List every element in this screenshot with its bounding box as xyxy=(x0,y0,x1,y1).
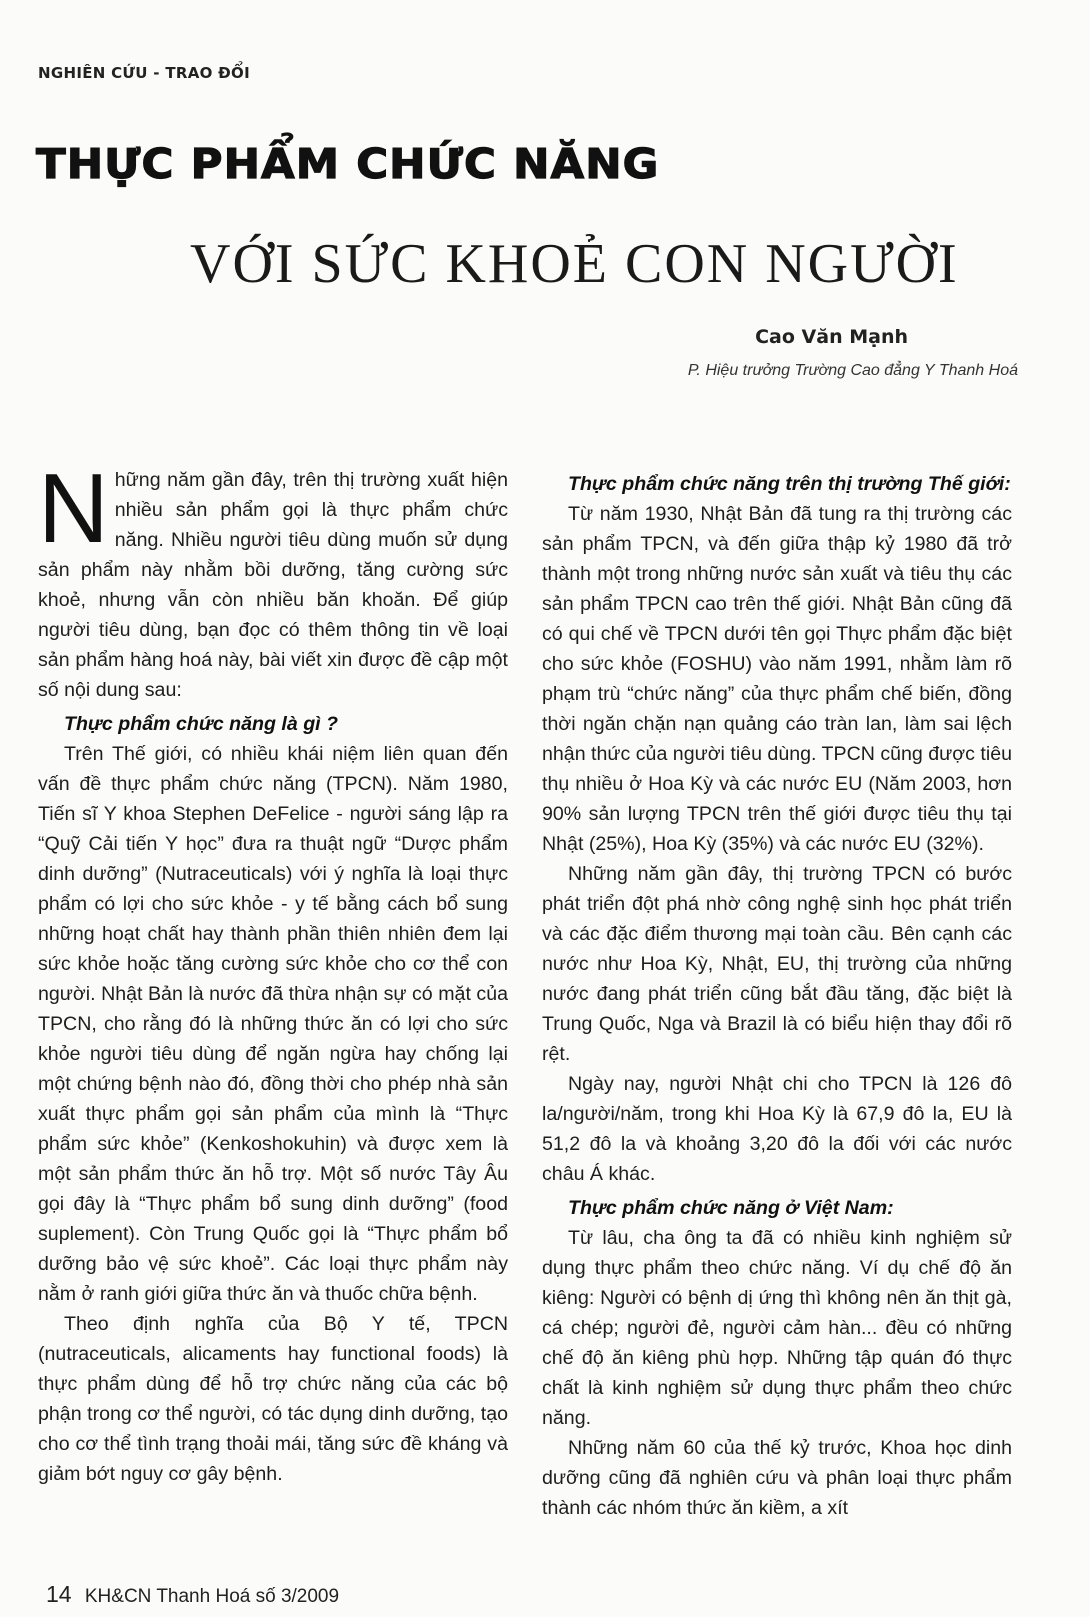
body-paragraph: Trên Thế giới, có nhiều khái niệm liên quan đến vấn đề thực phẩm chức năng (TPCN). Năm 1980, Tiến sĩ Y khoa Stephen DeFelice - người sáng lập ra “Quỹ Cải tiến Y học” đưa ra thuật ngữ “Dược phẩm dinh dưỡng” (Nutraceuticals) với ý nghĩa là loại thực phẩm có lợi cho sức khỏe - y tế bằng cách bổ sung những hoạt chất hay thành phần thiên nhiên đem lại sức khỏe hoặc tăng cường sức khỏe cho cơ thể con người. Nhật Bản là nước đã thừa nhận sự có mặt của TPCN, cho rằng đó là những thức ăn có lợi cho sức khỏe người tiêu dùng để ngăn ngừa hay chống lại một chứng bệnh nào đó, đồng thời cho phép nhà sản xuất thực phẩm gọi sản phẩm của mình là “Thực phẩm sức khỏe” (Kenkoshokuhin) và được xem là một sản phẩm thức ăn hỗ trợ. Một số nước Tây Âu gọi đây là “Thực phẩm bổ sung dinh dưỡng” (food suplement). Còn Trung Quốc gọi là “Thực phẩm bổ dưỡng bảo vệ sức khoẻ”. Các loại thực phẩm này nằm ở ranh giới giữa thức ăn và thuốc chữa bệnh. xyxy=(38,743,508,1305)
section-label: NGHIÊN CỨU - TRAO ĐỔI xyxy=(38,64,250,82)
dropcap: N xyxy=(38,453,109,563)
left-column xyxy=(38,453,508,1489)
right-column xyxy=(542,465,1012,1523)
author-name: Cao Văn Mạnh xyxy=(755,326,908,348)
author-affiliation: P. Hiệu trưởng Trường Cao đẳng Y Thanh Hoá xyxy=(687,362,1018,379)
section-heading: Thực phẩm chức năng là gì ? xyxy=(64,713,339,735)
intro-paragraph xyxy=(38,453,508,705)
article-title-line1: THỰC PHẨM CHỨC NĂNG xyxy=(36,140,660,188)
page-footer xyxy=(46,1581,339,1608)
intro-text: hững năm gần đây, trên thị trường xuất hiện nhiều sản phẩm gọi là thực phẩm chức năng. Nhiều người tiêu dùng muốn sử dụng sản phẩm này nhằm bồi dưỡng, tăng cường sức khoẻ, nhưng vẫn còn nhiều băn khoăn. Để giúp người tiêu dùng, bạn đọc có thêm thông tin về loại sản phẩm hàng hoá này, bài viết xin được đề cập một số nội dung sau: xyxy=(38,469,508,701)
section-heading: Thực phẩm chức năng ở Việt Nam: xyxy=(568,1197,894,1219)
body-paragraph: Theo định nghĩa của Bộ Y tế, TPCN (nutraceuticals, alicaments hay functional foods) là thực phẩm dùng để hỗ trợ chức năng của các bộ phận trong cơ thể người, có tác dụng dinh dưỡng, tạo cho cơ thể tình trạng thoải mái, tăng sức đề kháng và giảm bớt nguy cơ gây bệnh. xyxy=(38,1313,508,1485)
body-paragraph: Từ năm 1930, Nhật Bản đã tung ra thị trường các sản phẩm TPCN, và đến giữa thập kỷ 1980 đã trở thành một trong những nước sản xuất và tiêu thụ các sản phẩm TPCN cao trên thế giới. Nhật Bản cũng đã có qui chế về TPCN dưới tên gọi Thực phẩm đặc biệt cho sức khỏe (FOSHU) vào năm 1991, nhằm làm rõ phạm trù “chức năng” của thực phẩm chế biến, đồng thời ngăn chặn nạn quảng cáo tràn lan, làm sai lệch nhận thức của người tiêu dùng. TPCN cũng được tiêu thụ nhiều ở Hoa Kỳ và các nước EU (Năm 2003, hơn 90% sản lượng TPCN trên thế giới được tiêu thụ tại Nhật (25%), Hoa Kỳ (35%) và các nước EU (32%). xyxy=(542,503,1012,855)
article-title-line2: VỚI SỨC KHOẺ CON NGƯỜI xyxy=(190,233,959,295)
body-paragraph: Từ lâu, cha ông ta đã có nhiều kinh nghiệm sử dụng thực phẩm theo chức năng. Ví dụ chế độ ăn kiêng: Người có bệnh dị ứng thì không nên ăn thịt gà, cá chép; người đẻ, người cảm hàn... đều có những chế độ ăn kiêng phù hợp. Những tập quán đó thực chất là kinh nghiệm sử dụng thực phẩm theo chức năng. xyxy=(542,1227,1012,1429)
section-heading: Thực phẩm chức năng trên thị trường Thế giới: xyxy=(568,473,1011,495)
body-paragraph: Những năm 60 của thế kỷ trước, Khoa học dinh dưỡng cũng đã nghiên cứu và phân loại thực phẩm thành các nhóm thức ăn kiềm, a xít xyxy=(542,1437,1012,1519)
body-paragraph: Những năm gần đây, thị trường TPCN có bước phát triển đột phá nhờ công nghệ sinh học phát triển và các đặc điểm thương mại toàn cầu. Bên cạnh các nước như Hoa Kỳ, Nhật, EU, thị trường của những nước đang phát triển cũng bắt đầu tăng, đặc biệt là Trung Quốc, Nga và Brazil là có biểu hiện thay đổi rõ rệt. xyxy=(542,863,1012,1065)
publication-info: KH&CN Thanh Hoá số 3/2009 xyxy=(84,1586,340,1607)
body-paragraph: Ngày nay, người Nhật chi cho TPCN là 126 đô la/người/năm, trong khi Hoa Kỳ là 67,9 đô la, EU là 51,2 đô la và khoảng 3,20 đô la đối với các nước châu Á khác. xyxy=(542,1073,1012,1185)
page-number: 14 xyxy=(46,1581,72,1607)
